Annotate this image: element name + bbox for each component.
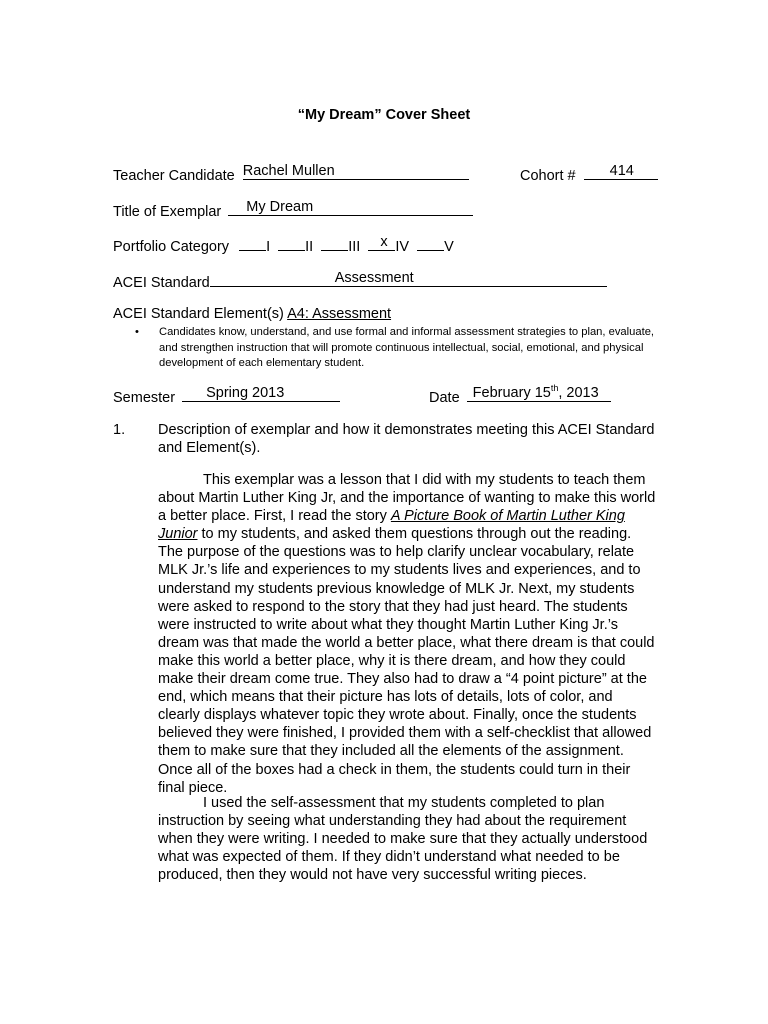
date-value-year: , 2013 <box>558 385 599 401</box>
cohort-row <box>520 164 658 185</box>
acei-element-description: Candidates know, understand, and use formal and informal assessment strategies to plan, evaluate, and strengthen instruction that will promote continuous intellectual, social, emotional, and physical development of each elementary student. <box>159 326 655 369</box>
date-field <box>467 383 611 402</box>
acei-standard-label: ACEI Standard <box>113 275 210 291</box>
exemplar-row <box>113 200 473 221</box>
category-mark-4: x <box>380 234 388 250</box>
cohort-label: Cohort # <box>520 168 576 184</box>
exemplar-label: Title of Exemplar <box>113 204 222 220</box>
acei-element-row <box>113 306 391 323</box>
date-value-day: February 15 <box>472 385 551 401</box>
page-title: “My Dream” Cover Sheet <box>297 107 471 123</box>
paragraph-2-body: I used the self-assessment that my students completed to plan instruction by seeing what understanding they had about the requirement when they were writing. I needed to make sure that they actually understood what was expected of them. If they didn’t understand what needed to be produced, then they would not have very successful writing pieces. <box>158 795 648 884</box>
category-blank-4 <box>368 235 395 251</box>
date-value-ordinal: th <box>550 383 559 394</box>
section-heading: Description of exemplar and how it demonstrates meeting this ACEI Standard and Element(s). <box>158 422 655 457</box>
portfolio-category-row <box>113 235 454 256</box>
date-label: Date <box>429 390 460 406</box>
paragraph-2 <box>158 794 658 884</box>
category-blank-3 <box>321 235 348 251</box>
acei-standard-row <box>113 271 607 292</box>
bullet-icon: • <box>135 326 139 338</box>
acei-element-label: ACEI Standard Element(s) <box>113 306 284 322</box>
category-label-3: III <box>348 239 361 255</box>
semester-value: Spring 2013 <box>206 385 285 401</box>
section-number: 1. <box>113 422 126 438</box>
teacher-candidate-field <box>243 164 469 180</box>
exemplar-field <box>228 200 473 216</box>
category-blank-5 <box>417 235 444 251</box>
paragraph-1-intro: This exemplar was a lesson that I did with my students to teach them about Martin Luther King Jr, and the importance of wanting to make this world a better place. First, I read the story <box>158 472 656 525</box>
cohort-value: 414 <box>609 163 634 179</box>
category-label-2: II <box>305 239 314 255</box>
category-label-4: IV <box>395 239 410 255</box>
teacher-candidate-value: Rachel Mullen <box>242 163 335 179</box>
category-label-1: I <box>266 239 271 255</box>
category-blank-2 <box>278 235 305 251</box>
exemplar-value: My Dream <box>246 199 314 215</box>
cohort-field <box>584 164 658 180</box>
paragraph-1 <box>158 471 658 797</box>
portfolio-category-label: Portfolio Category <box>113 239 230 255</box>
semester-label: Semester <box>113 390 176 406</box>
category-label-5: V <box>444 239 454 255</box>
acei-standard-value: Assessment <box>334 270 414 286</box>
category-blank-1 <box>239 235 266 251</box>
date-row <box>429 383 611 407</box>
teacher-candidate-label: Teacher Candidate <box>113 168 235 184</box>
semester-row <box>113 386 340 407</box>
date-value <box>473 385 599 402</box>
semester-field <box>182 386 340 402</box>
book-title: A Picture Book of Martin Luther King Junior <box>158 508 625 543</box>
paragraph-1-body: to my students, and asked them questions through out the reading. The purpose of the questions was to help clarify unclear vocabulary, relate MLK Jr.’s life and experiences to my students lives and experiences, and to understand my students previous knowledge of MLK Jr. Next, my students were asked to respond to the story that they had just heard. The students were instructed to write about what they thought Martin Luther King Jr.’s dream was that made the world a better place, what there dream is that could make this world a better place, why it is there dream, and how they could make their dream come true. They also had to draw a “4 point picture” at the end, which means that their picture has lots of details, lots of color, and clearly displays whatever topic they wrote about. Finally, once the students believed they were finished, I provided them with a self-checklist that allowed them to make sure that they included all the elements of the assignment. Once all of the boxes had a check in them, the students could turn in their final piece. <box>158 526 655 796</box>
acei-element-value: A4: Assessment <box>287 306 392 322</box>
teacher-candidate-row <box>113 164 469 185</box>
acei-standard-field <box>210 271 607 287</box>
